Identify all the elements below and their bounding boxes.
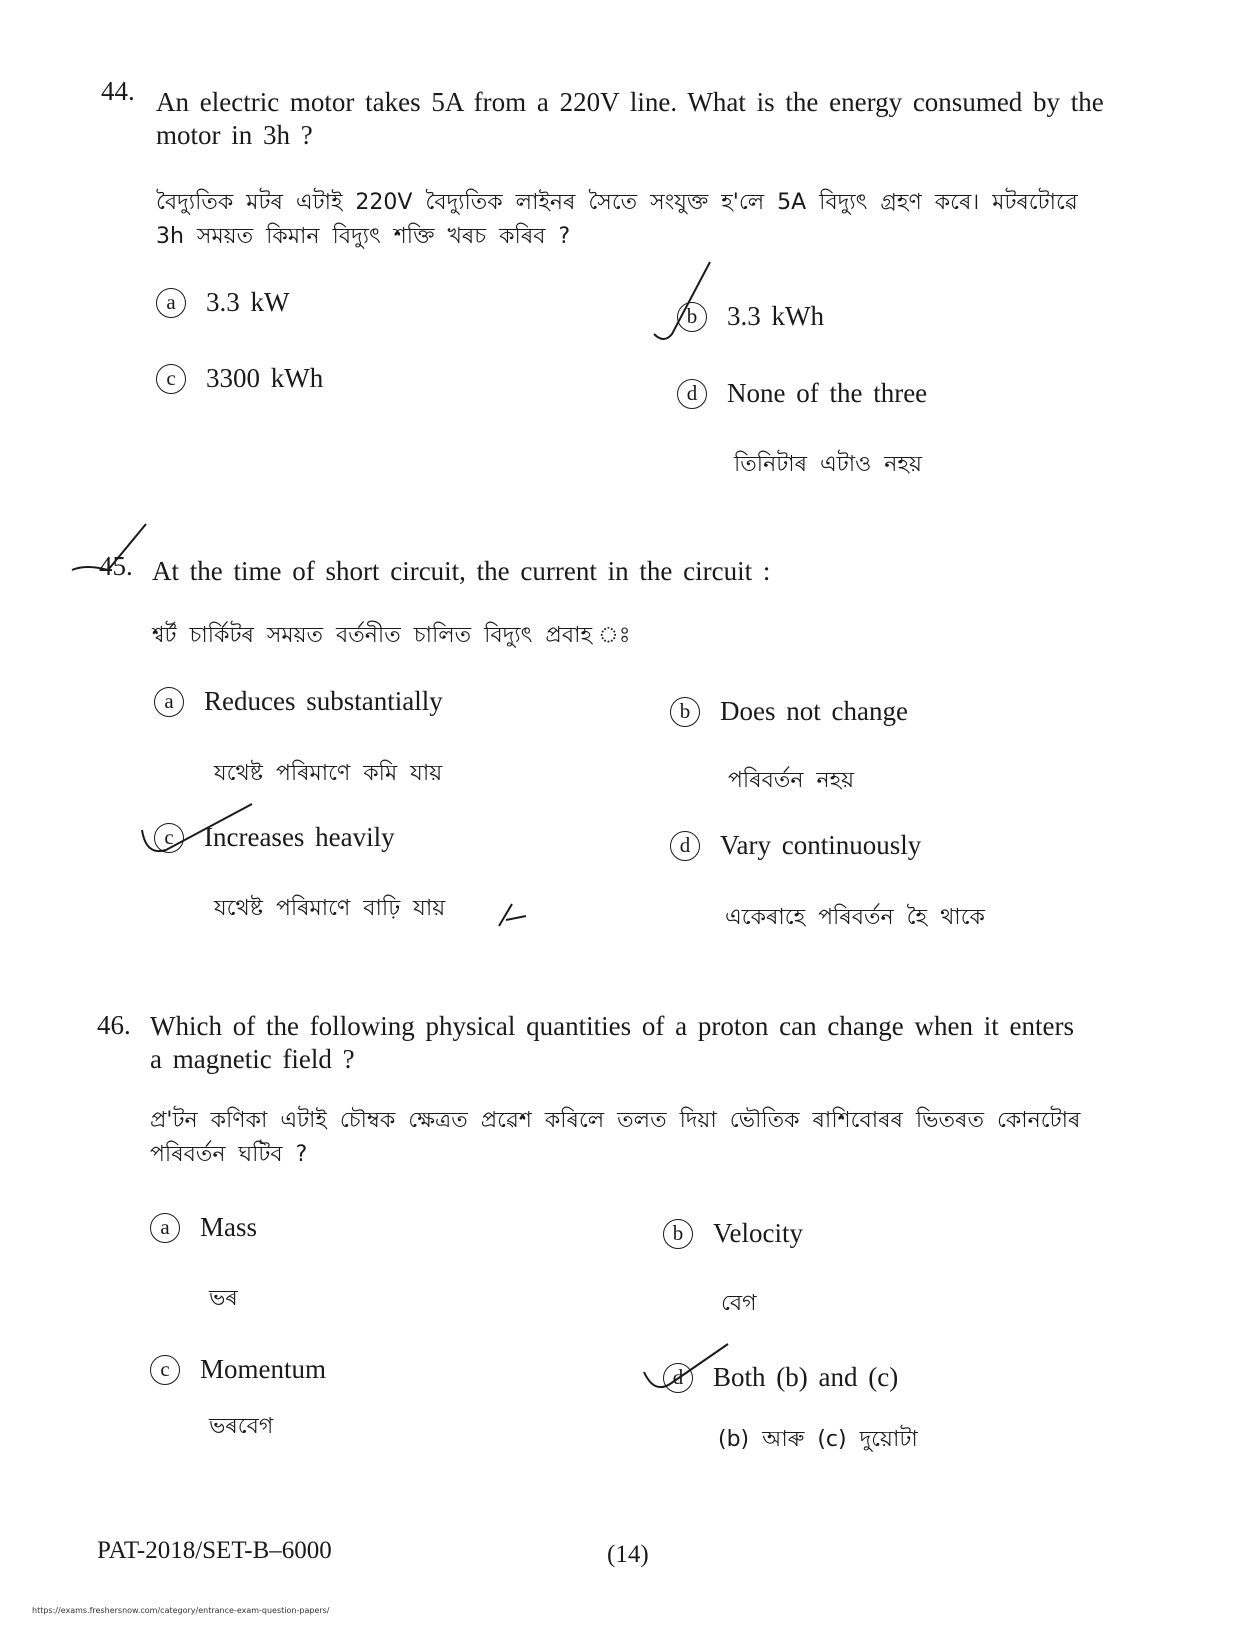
option-c-text: 3300 kWh <box>206 363 324 393</box>
handwritten-tick-icon <box>136 800 256 860</box>
q46-option-d-assamese: (b) আৰু (c) দুয়োটা <box>718 1427 918 1452</box>
option-b-text: Velocity <box>713 1218 803 1248</box>
q44-option-a[interactable] <box>156 287 289 318</box>
handwritten-check-icon <box>496 896 530 930</box>
q45-option-a-assamese: যথেষ্ট পৰিমাণে কমি যায় <box>214 761 443 786</box>
question-46-number: 46. <box>97 1010 131 1040</box>
question-44-text-line-2: motor in 3h ? <box>156 120 313 150</box>
question-44-number: 44. <box>101 76 135 106</box>
q46-option-a[interactable] <box>150 1212 257 1243</box>
question-44-assamese-line-2: 3h সময়ত কিমান বিদ্যুৎ শক্তি খৰচ কৰিব ? <box>156 224 571 249</box>
question-44-text-assamese <box>156 186 1186 254</box>
handwritten-tick-icon <box>640 1338 732 1398</box>
handwritten-tick-icon <box>68 520 148 580</box>
source-url: https://exams.freshersnow.com/category/entrance-exam-question-papers/ <box>32 1606 330 1615</box>
question-44-text-line-1: An electric motor takes 5A from a 220V line. What is the energy consumed by the <box>156 87 1104 117</box>
question-46-text-line-2: a magnetic field ? <box>150 1044 355 1074</box>
question-46-text <box>150 1010 1180 1076</box>
q44-option-c[interactable] <box>156 363 323 394</box>
option-a-text: 3.3 kW <box>206 287 290 317</box>
question-45-text-assamese <box>152 619 1182 653</box>
question-44-text <box>156 86 1186 152</box>
q45-option-b[interactable] <box>670 696 908 727</box>
q45-option-d-assamese: একেৰাহে পৰিবৰ্তন হৈ থাকে <box>725 905 985 930</box>
option-b-text: Does not change <box>720 696 908 726</box>
option-d-marker: d <box>670 831 700 861</box>
option-b-marker: b <box>670 697 700 727</box>
question-45-number: 45. <box>99 551 133 581</box>
option-a-text: Mass <box>200 1212 258 1242</box>
question-45-text-line-1: At the time of short circuit, the current in the circuit : <box>152 556 771 586</box>
option-d-text: Both (b) and (c) <box>713 1362 899 1392</box>
option-b-marker: b <box>663 1219 693 1249</box>
q45-option-b-assamese: পৰিবৰ্তন নহয় <box>728 768 855 793</box>
page-number: (14) <box>607 1541 649 1568</box>
option-c-marker: c <box>154 823 184 853</box>
question-44-assamese-line-1: বৈদ্যুতিক মটৰ এটাই 220V বৈদ্যুতিক লাইনৰ সৈতে সংযুক্ত হ'লে 5A বিদ্যুৎ গ্ৰহণ কৰে। মটৰটোৱে <box>156 190 1078 215</box>
option-a-marker: a <box>150 1213 180 1243</box>
q46-option-b-assamese: বেগ <box>721 1291 757 1316</box>
option-c-text: Increases heavily <box>204 822 395 852</box>
question-45-text <box>152 555 1182 588</box>
q44-option-d[interactable] <box>677 378 927 409</box>
option-d-text: Vary continuously <box>720 830 922 860</box>
option-b-text: 3.3 kWh <box>727 301 824 331</box>
option-b-marker: b <box>677 302 707 332</box>
option-a-marker: a <box>154 687 184 717</box>
q46-option-c-assamese: ভৰবেগ <box>209 1414 274 1439</box>
question-46-assamese-line-1: প্ৰ'টন কণিকা এটাই চৌম্বক ক্ষেত্ৰত প্ৰৱেশ কৰিলে তলত দিয়া ভৌতিক ৰাশিবোৰৰ ভিতৰত কোনটোৰ <box>150 1108 1081 1133</box>
option-a-marker: a <box>156 288 186 318</box>
option-c-marker: c <box>150 1355 180 1385</box>
question-45-assamese-line-1: শ্বৰ্ট চাৰ্কিটৰ সময়ত বৰ্তনীত চালিত বিদ্যুৎ প্ৰবাহ ঃ <box>152 623 637 648</box>
question-46-text-assamese <box>150 1104 1190 1172</box>
option-d-text: None of the three <box>727 378 928 408</box>
q45-option-a[interactable] <box>154 686 443 717</box>
q44-option-d-assamese: তিনিটাৰ এটাও নহয় <box>734 452 922 477</box>
question-46-assamese-line-2: পৰিবৰ্তন ঘটিব ? <box>150 1142 308 1167</box>
option-a-text: Reduces substantially <box>204 686 443 716</box>
question-46-text-line-1: Which of the following physical quantities of a proton can change when it enters <box>150 1011 1074 1041</box>
option-d-marker: d <box>663 1363 693 1393</box>
option-d-marker: d <box>677 379 707 409</box>
q45-option-d[interactable] <box>670 830 921 861</box>
option-c-marker: c <box>156 364 186 394</box>
exam-code: PAT-2018/SET-B–6000 <box>97 1537 332 1564</box>
handwritten-tick-icon <box>650 258 720 348</box>
q46-option-b[interactable] <box>663 1218 803 1249</box>
q46-option-a-assamese: ভৰ <box>209 1286 238 1311</box>
q45-option-c-assamese: যথেষ্ট পৰিমাণে বাঢ়ি যায় <box>214 896 446 921</box>
q46-option-c[interactable] <box>150 1354 326 1385</box>
option-c-text: Momentum <box>200 1354 326 1384</box>
